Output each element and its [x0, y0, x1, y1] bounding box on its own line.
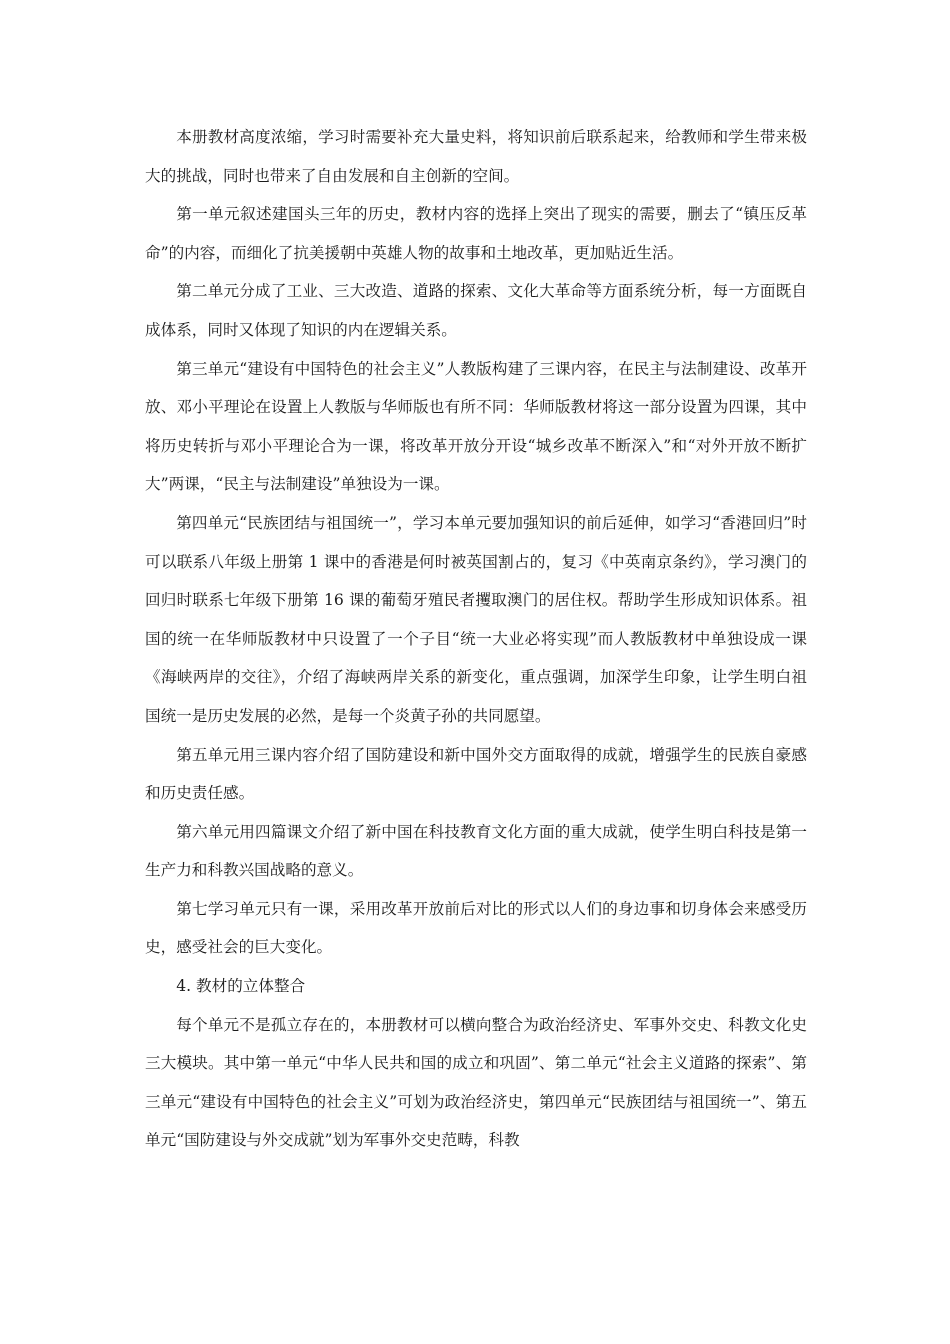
paragraph-intro: 本册教材高度浓缩，学习时需要补充大量史料，将知识前后联系起来，给教师和学生带来极大的挑战，同时也带来了自由发展和自主创新的空间。	[145, 128, 807, 185]
document-page	[145, 118, 807, 1160]
paragraph-unit-5: 第五单元用三课内容介绍了国防建设和新中国外交方面取得的成就，增强学生的民族自豪感和历史责任感。	[145, 745, 807, 803]
paragraph-integration: 每个单元不是孤立存在的，本册教材可以横向整合为政治经济史、军事外交史、科教文化史三大模块。其中第一单元“中华人民共和国的成立和巩固”、第二单元“社会主义道路的探索”、第三单元“建设有中国特色的社会主义”可划为政治经济史，第四单元“民族团结与祖国统一”、第五单元“国防建设与外交成就”划为军事外交史范畴，科教	[145, 1015, 807, 1150]
paragraph-unit-2: 第二单元分成了工业、三大改造、道路的探索、文化大革命等方面系统分析，每一方面既自成体系，同时又体现了知识的内在逻辑关系。	[145, 282, 807, 339]
paragraph-unit-3: 第三单元“建设有中国特色的社会主义”人教版构建了三课内容，在民主与法制建设、改革开放、邓小平理论在设置上人教版与华师版也有所不同：华师版教材将这一部分设置为四课，其中将历史转折与邓小平理论合为一课，将改革开放分开设“城乡改革不断深入”和“对外开放不断扩大”两课，“民主与法制建设”单独设为一课。	[145, 359, 807, 494]
paragraph-unit-4: 第四单元“民族团结与祖国统一”，学习本单元要加强知识的前后延伸，如学习“香港回归”时可以联系八年级上册第 1 课中的香港是何时被英国割占的，复习《中英南京条约》，学习澳门的回归时联系七年级下册第 16 课的葡萄牙殖民者攫取澳门的居住权。帮助学生形成知识体系。祖国的统一在华师版教材中只设置了一个子目“统一大业必将实现”而人教版教材中单独设成一课《海峡两岸的交往》，介绍了海峡两岸关系的新变化，重点强调，加深学生印象，让学生明白祖国统一是历史发展的必然，是每一个炎黄子孙的共同愿望。	[145, 513, 807, 725]
paragraph-unit-6: 第六单元用四篇课文介绍了新中国在科技教育文化方面的重大成就，使学生明白科技是第一生产力和科教兴国战略的意义。	[145, 822, 807, 880]
section-heading: 4. 教材的立体整合	[176, 977, 306, 996]
paragraph-unit-1: 第一单元叙述建国头三年的历史，教材内容的选择上突出了现实的需要，删去了“镇压反革命”的内容，而细化了抗美援朝中英雄人物的故事和土地改革，更加贴近生活。	[145, 205, 807, 262]
paragraph-unit-7: 第七学习单元只有一课，采用改革开放前后对比的形式以人们的身边事和切身体会来感受历史，感受社会的巨大变化。	[145, 899, 807, 957]
